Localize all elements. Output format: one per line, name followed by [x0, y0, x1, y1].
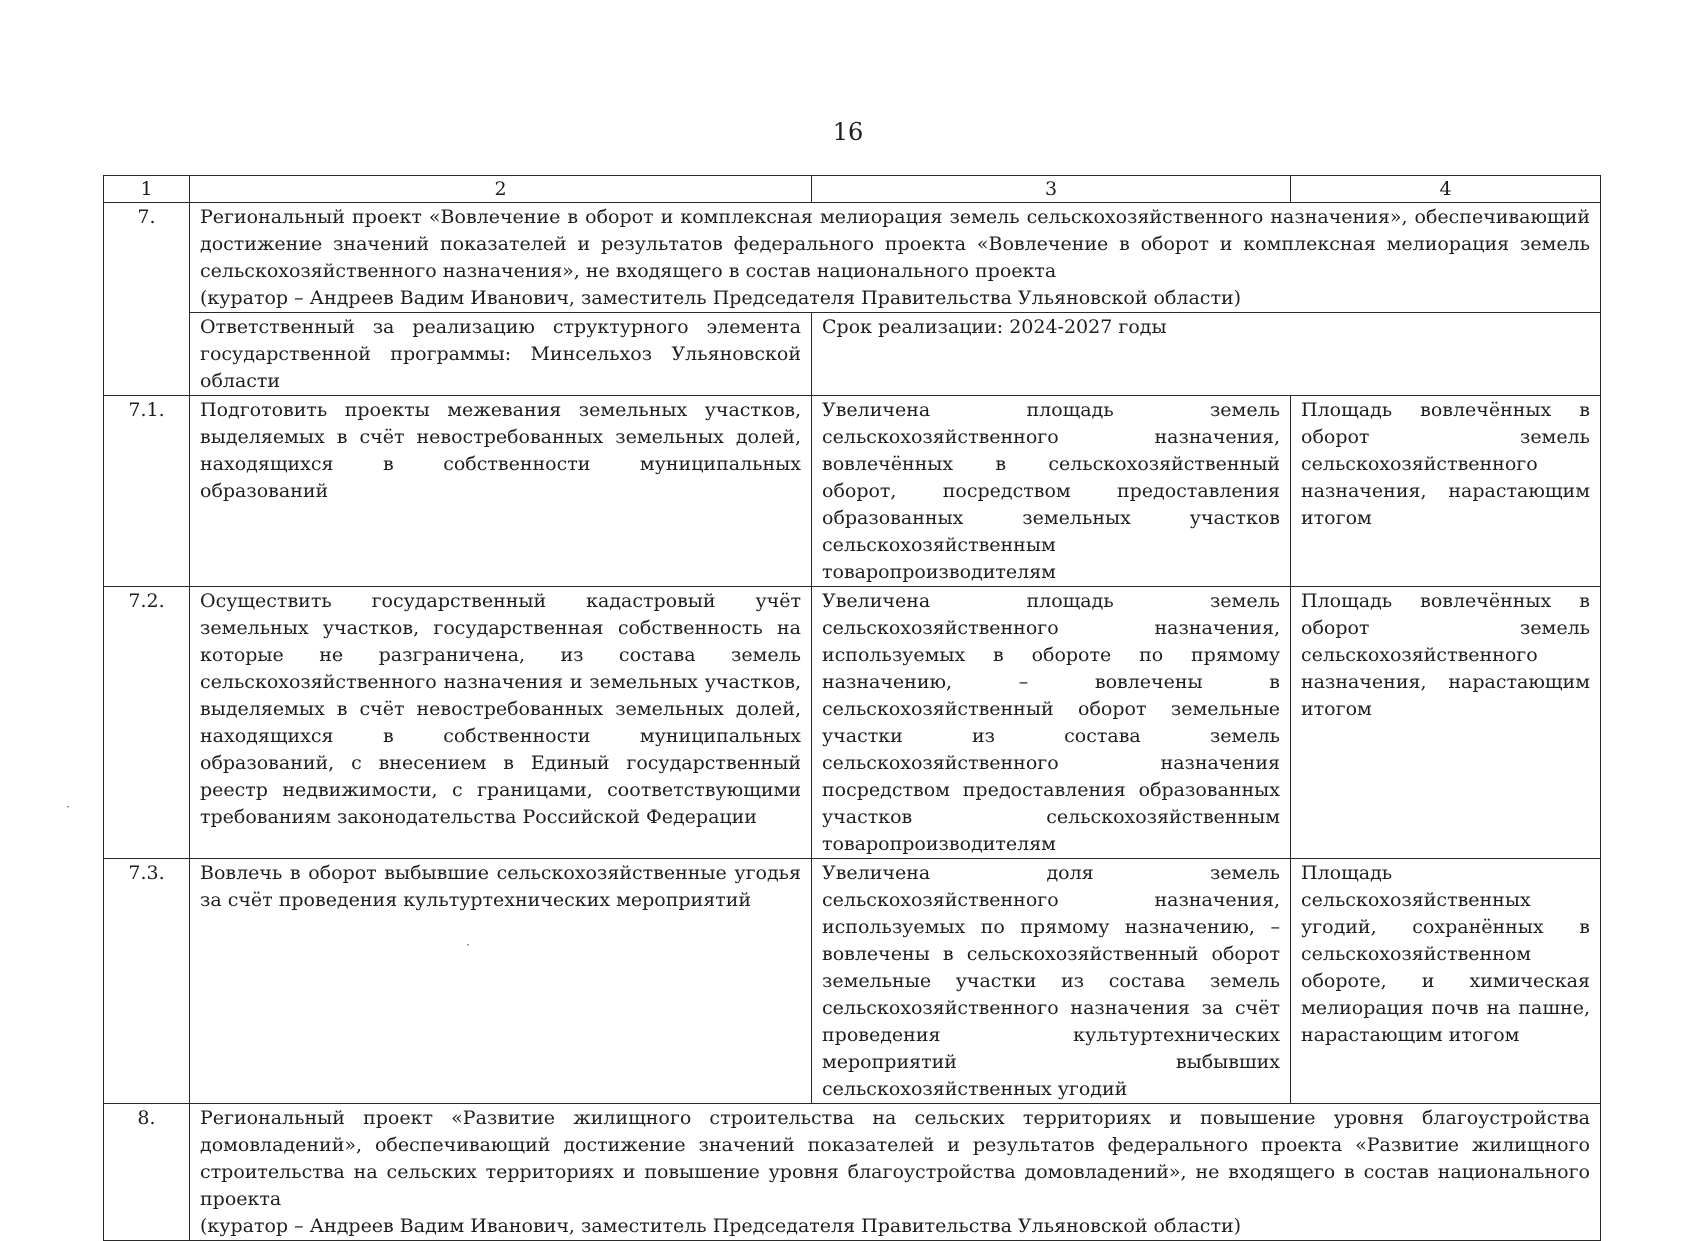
- section-7-term: Срок реализации: 2024-2027 годы: [812, 313, 1601, 396]
- table-row: [104, 587, 1601, 859]
- section-8-number: 8.: [104, 1104, 190, 1241]
- table-row: [104, 396, 1601, 587]
- row-number: 7.2.: [104, 587, 190, 859]
- row-task: Подготовить проекты межевания земельных участков, выделяемых в счёт невостребованных земельных долей, находящихся в собственности муниципальных образований: [190, 396, 812, 587]
- row-task: Вовлечь в оборот выбывшие сельскохозяйственные угодья за счёт проведения культуртехнических мероприятий: [190, 859, 812, 1104]
- section-7-title: Региональный проект «Вовлечение в оборот и комплексная мелиорация земель сельскохозяйственного назначения», обеспечивающий достижение значений показателей и результатов федерального проекта «Вовлечение в оборот и комплексная мелиорация земель сельскохозяйственного назначения», не входящего в состав национального проекта: [200, 206, 1590, 282]
- scan-speck: ·: [66, 800, 70, 814]
- header-col-3: 3: [812, 176, 1291, 203]
- header-col-4: 4: [1291, 176, 1601, 203]
- section-7-number: 7.: [104, 203, 190, 396]
- section-8-title-cell: [190, 1104, 1601, 1241]
- table-row: [104, 859, 1601, 1104]
- section-7-responsible: Ответственный за реализацию структурного элемента государственной программы: Минсельхоз Ульяновской области: [190, 313, 812, 396]
- header-col-2: 2: [190, 176, 812, 203]
- row-effect: Увеличена доля земель сельскохозяйственного назначения, используемых по прямому назначению, – вовлечены в сельскохозяйственный оборот земельные участки из состава земель сельскохозяйственного назначения за счёт проведения культуртехнических мероприятий выбывших сельскохозяйственных угодий: [812, 859, 1291, 1104]
- row-number: 7.1.: [104, 396, 190, 587]
- row-task: Осуществить государственный кадастровый учёт земельных участков, государственная собственность на которые не разграничена, из состава земель сельскохозяйственного назначения и земельных участков, выделяемых в счёт невостребованных земельных долей, находящихся в собственности муниципальных образований, с внесением в Единый государственный реестр недвижимости, с границами, соответствующими требованиям законодательства Российской Федерации: [190, 587, 812, 859]
- header-row: [104, 176, 1601, 203]
- section-7-curator: (куратор – Андреев Вадим Иванович, заместитель Председателя Правительства Ульяновской области): [200, 287, 1242, 309]
- program-table: [103, 175, 1601, 1241]
- row-indicator: Площадь сельскохозяйственных угодий, сохранённых в сельскохозяйственном обороте, и химическая мелиорация почв на пашне, нарастающим итогом: [1291, 859, 1601, 1104]
- section-8-title: Региональный проект «Развитие жилищного строительства на сельских территориях и повышение уровня благоустройства домовладений», обеспечивающий достижение значений показателей и результатов федерального проекта «Развитие жилищного строительства на сельских территориях и повышение уровня благоустройства домовладений», не входящего в состав национального проекта: [200, 1107, 1590, 1210]
- row-indicator: Площадь вовлечённых в оборот земель сельскохозяйственного назначения, нарастающим итогом: [1291, 396, 1601, 587]
- header-col-1: 1: [104, 176, 190, 203]
- section-8-row: [104, 1104, 1601, 1241]
- section-7-meta-row: [104, 313, 1601, 396]
- section-8-curator: (куратор – Андреев Вадим Иванович, заместитель Председателя Правительства Ульяновской области): [200, 1215, 1242, 1237]
- row-effect: Увеличена площадь земель сельскохозяйственного назначения, используемых в обороте по прямому назначению, – вовлечены в сельскохозяйственный оборот земельные участки из состава земель сельскохозяйственного назначения посредством предоставления образованных участков сельскохозяйственным товаропроизводителям: [812, 587, 1291, 859]
- row-number: 7.3.: [104, 859, 190, 1104]
- row-indicator: Площадь вовлечённых в оборот земель сельскохозяйственного назначения, нарастающим итогом: [1291, 587, 1601, 859]
- section-7-title-cell: [190, 203, 1601, 313]
- section-7-row: [104, 203, 1601, 313]
- scan-speck: ·: [466, 938, 470, 952]
- page-number: 16: [832, 118, 864, 146]
- row-effect: Увеличена площадь земель сельскохозяйственного назначения, вовлечённых в сельскохозяйственный оборот, посредством предоставления образованных земельных участков сельскохозяйственным товаропроизводителям: [812, 396, 1291, 587]
